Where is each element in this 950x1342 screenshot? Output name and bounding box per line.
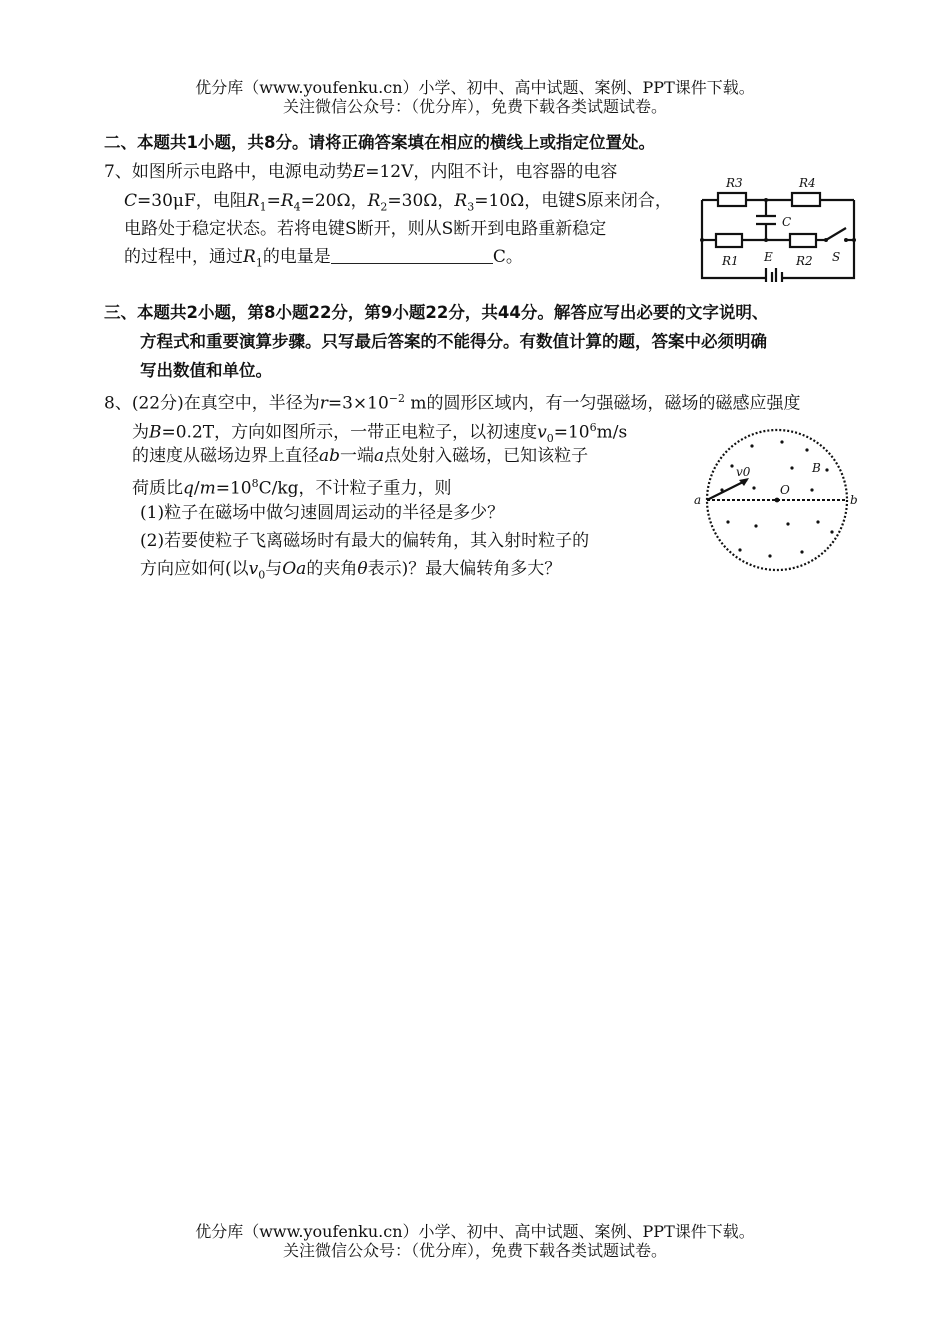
label-c: C bbox=[782, 215, 792, 229]
label-b: b bbox=[850, 493, 858, 507]
label-r1: R1 bbox=[722, 254, 739, 268]
header-line-2: 关注微信公众号：（优分库），免费下载各类试题试卷。 bbox=[282, 97, 667, 116]
label-a: a bbox=[694, 493, 702, 507]
q8-line-3: 的速度从磁场边界上直径ab一端a点处射入磁场，已知该粒子 bbox=[132, 446, 589, 466]
answer-blank[interactable] bbox=[331, 247, 493, 264]
q8-sub-2-line-2: 方向应如何(以$v_0$与Oa的夹角θ表示)？最大偏转角多大？ bbox=[140, 559, 562, 582]
footer-line-2: 关注微信公众号：（优分库），免费下载各类试题试卷。 bbox=[282, 1241, 667, 1260]
velocity-arrowhead bbox=[739, 478, 749, 486]
magnetic-field-diagram bbox=[692, 428, 862, 588]
page-footer bbox=[0, 1222, 950, 1260]
label-v0: v0 bbox=[736, 465, 751, 479]
q7-line-3: 电路处于稳定状态。若将电键S断开，则从S断开到电路重新稳定 bbox=[124, 219, 607, 239]
q7-line-4: 的过程中，通过$R_1$的电量是 C。 bbox=[124, 247, 523, 270]
label-r2: R2 bbox=[796, 254, 813, 268]
q7-line-1: 7、如图所示电路中，电源电动势E=12V，内阻不计，电容器的电容 bbox=[104, 162, 618, 182]
q7-line-2: C=30μF，电阻$R_1=R_4=20\Omega$，$R_2=30\Omega$，$R_3=10\Omega$，电键S原来闭合， bbox=[124, 191, 672, 214]
velocity-arrow bbox=[707, 480, 747, 500]
circuit-diagram bbox=[696, 170, 862, 282]
q8-line-4: 荷质比$q/m=10^8C/kg$，不计粒子重力，则 bbox=[132, 477, 452, 499]
header-line-1: 优分库（www.youfenku.cn）小学、初中、高中试题、案例、PPT课件下载。 bbox=[195, 78, 755, 97]
label-s: S bbox=[832, 250, 841, 264]
q8-line-2: 为B=0.2T，方向如图所示，一带正电粒子，以初速度$v_0=10^6m/s$ bbox=[132, 421, 628, 446]
section-3-heading-2: 方程式和重要演算步骤。只写最后答案的不能得分。有数值计算的题，答案中必须明确 bbox=[140, 332, 767, 351]
section-3-heading-3: 写出数值和单位。 bbox=[140, 361, 272, 380]
q8-sub-1: (1)粒子在磁场中做匀速圆周运动的半径是多少？ bbox=[140, 503, 505, 523]
section-2-heading: 二、本题共1小题，共8分。请将正确答案填在相应的横线上或指定位置处。 bbox=[104, 133, 655, 152]
label-o: O bbox=[780, 483, 790, 497]
q8-line-1: 8、(22分)在真空中，半径为$r=3\times 10^{-2}$ m的圆形区域内，有一匀强磁场，磁场的磁感应强度 bbox=[104, 392, 801, 414]
label-B: B bbox=[812, 461, 821, 475]
page-header bbox=[0, 78, 950, 116]
label-r4: R4 bbox=[799, 176, 816, 190]
section-3-heading-1: 三、本题共2小题，第8小题22分，第9小题22分，共44分。解答应写出必要的文字说明、 bbox=[104, 303, 769, 322]
q8-sub-2-line-1: (2)若要使粒子飞离磁场时有最大的偏转角，其入射时粒子的 bbox=[140, 531, 590, 551]
label-e: E bbox=[764, 250, 773, 264]
label-r3: R3 bbox=[726, 176, 743, 190]
footer-line-1: 优分库（www.youfenku.cn）小学、初中、高中试题、案例、PPT课件下载。 bbox=[195, 1222, 755, 1241]
